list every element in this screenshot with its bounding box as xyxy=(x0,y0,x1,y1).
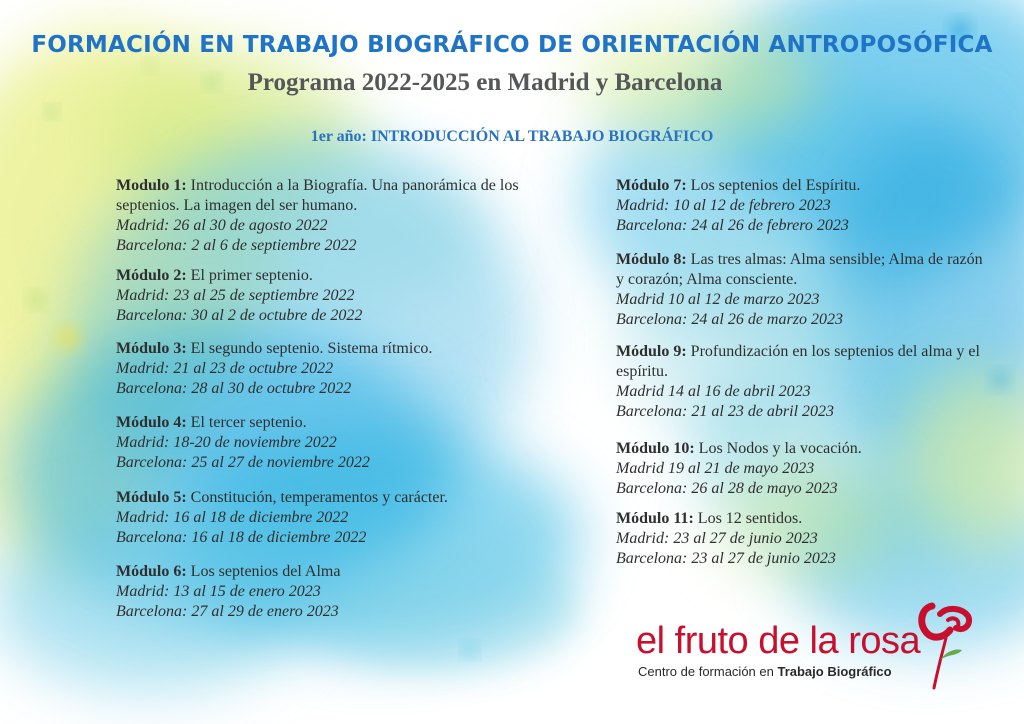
module-2 xyxy=(116,266,556,326)
madrid-dates: Madrid: 23 al 25 de septiembre 2022 xyxy=(116,287,355,304)
module-description: El tercer septenio. xyxy=(186,414,307,431)
logo-tagline-regular: Centro de formación en xyxy=(638,664,778,679)
logo-tagline xyxy=(638,664,892,679)
module-description: El segundo septenio. Sistema rítmico. xyxy=(186,340,433,357)
barcelona-dates: Barcelona: 16 al 18 de diciembre 2022 xyxy=(116,529,367,546)
module-11 xyxy=(616,509,986,569)
logo-tagline-bold: Trabajo Biográfico xyxy=(777,664,892,679)
module-description: El primer septenio. xyxy=(186,267,313,284)
module-label: Módulo 7: xyxy=(616,177,687,194)
module-6 xyxy=(116,562,556,622)
barcelona-dates: Barcelona: 24 al 26 de febrero 2023 xyxy=(616,217,849,234)
madrid-dates: Madrid: 13 al 15 de enero 2023 xyxy=(116,583,321,600)
madrid-dates: Madrid 10 al 12 de marzo 2023 xyxy=(616,291,820,308)
module-label: Módulo 9: xyxy=(616,343,687,360)
module-label: Módulo 6: xyxy=(116,563,187,580)
madrid-dates: Madrid: 16 al 18 de diciembre 2022 xyxy=(116,509,349,526)
barcelona-dates: Barcelona: 28 al 30 de octubre 2022 xyxy=(116,380,352,397)
module-5 xyxy=(116,488,556,548)
rose-icon xyxy=(918,598,978,690)
madrid-dates: Madrid: 26 al 30 de agosto 2022 xyxy=(116,217,328,234)
madrid-dates: Madrid: 23 al 27 de junio 2023 xyxy=(616,530,818,547)
module-label: Módulo 11: xyxy=(616,510,694,527)
module-description: Los Nodos y la vocación. xyxy=(694,440,862,457)
program-subtitle: Programa 2022-2025 en Madrid y Barcelona xyxy=(247,69,723,96)
year-heading: 1er año: INTRODUCCIÓN AL TRABAJO BIOGRÁFICO xyxy=(310,128,714,145)
module-label: Módulo 4: xyxy=(116,414,187,431)
madrid-dates: Madrid: 21 al 23 de octubre 2022 xyxy=(116,360,334,377)
madrid-dates: Madrid 14 al 16 de abril 2023 xyxy=(616,383,811,400)
module-7 xyxy=(616,176,986,236)
barcelona-dates: Barcelona: 25 al 27 de noviembre 2022 xyxy=(116,454,370,471)
madrid-dates: Madrid: 10 al 12 de febrero 2023 xyxy=(616,197,831,214)
module-description: Los 12 sentidos. xyxy=(693,510,803,527)
module-10 xyxy=(616,439,986,499)
module-1 xyxy=(116,176,556,256)
logo-wordmark xyxy=(636,620,920,663)
module-description: Las tres almas: Alma sensible; Alma de razón y corazón; Alma consciente. xyxy=(616,251,983,288)
module-3 xyxy=(116,339,556,399)
logo-name-part1: el fruto xyxy=(636,620,759,662)
module-label: Módulo 8: xyxy=(616,251,687,268)
module-label: Módulo 2: xyxy=(116,267,187,284)
barcelona-dates: Barcelona: 24 al 26 de marzo 2023 xyxy=(616,311,843,328)
module-description: Los septenios del Espíritu. xyxy=(686,177,861,194)
module-8 xyxy=(616,250,986,330)
module-description: Profundización en los septenios del alma y el espíritu. xyxy=(616,343,980,380)
module-label: Módulo 5: xyxy=(116,489,187,506)
module-description: Los septenios del Alma xyxy=(186,563,341,580)
barcelona-dates: Barcelona: 30 al 2 de octubre de 2022 xyxy=(116,307,363,324)
el-fruto-de-la-rosa-logo xyxy=(636,598,996,698)
module-description: Constitución, temperamentos y carácter. xyxy=(186,489,448,506)
module-4 xyxy=(116,413,556,473)
module-description: Introducción a la Biografía. Una panorámica de los septenios. La imagen del ser humano. xyxy=(116,177,519,214)
module-label: Módulo 3: xyxy=(116,340,187,357)
module-label: Modulo 1: xyxy=(116,177,187,194)
barcelona-dates: Barcelona: 23 al 27 de junio 2023 xyxy=(616,550,836,567)
barcelona-dates: Barcelona: 21 al 23 de abril 2023 xyxy=(616,403,835,420)
madrid-dates: Madrid: 18-20 de noviembre 2022 xyxy=(116,434,337,451)
barcelona-dates: Barcelona: 26 al 28 de mayo 2023 xyxy=(616,480,838,497)
madrid-dates: Madrid 19 al 21 de mayo 2023 xyxy=(616,460,815,477)
barcelona-dates: Barcelona: 2 al 6 de septiembre 2022 xyxy=(116,237,357,254)
barcelona-dates: Barcelona: 27 al 29 de enero 2023 xyxy=(116,603,339,620)
module-9 xyxy=(616,342,986,422)
logo-name-part2: de la rosa xyxy=(758,620,921,662)
main-title: FORMACIÓN EN TRABAJO BIOGRÁFICO DE ORIENTACIÓN ANTROPOSÓFICA xyxy=(31,32,993,58)
module-label: Módulo 10: xyxy=(616,440,695,457)
